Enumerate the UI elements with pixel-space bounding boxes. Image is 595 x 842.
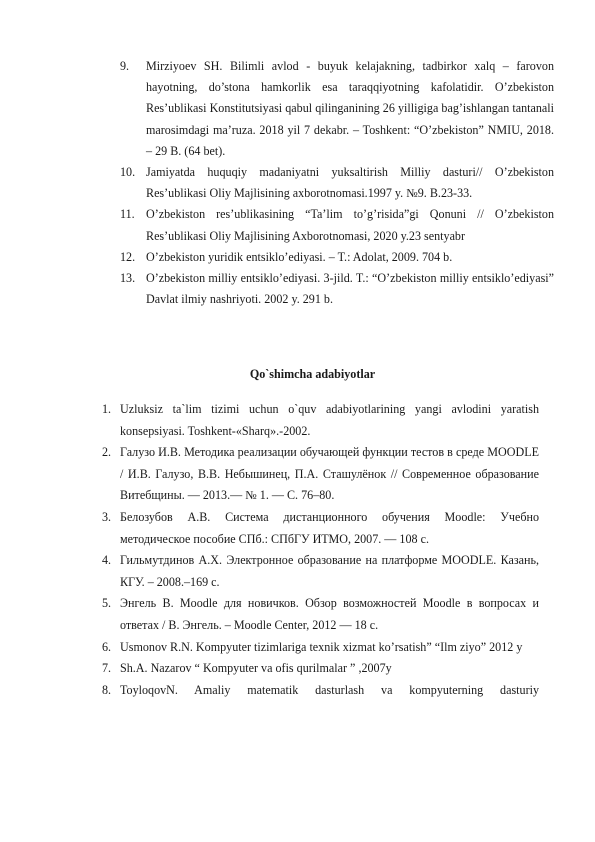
list-item <box>102 593 539 636</box>
item-number: 1. <box>102 402 112 416</box>
item-number: 13. <box>120 271 136 286</box>
list-item <box>102 680 539 702</box>
item-text: Sh.A. Nazarov “ Kompyuter va ofis qurilmalar ” ,2007y <box>120 661 392 676</box>
item-number: 9. <box>120 59 130 73</box>
item-number: 4. <box>102 553 112 568</box>
item-text: O’zbekiston milliy entsiklo’ediyasi. 3-jild. T.: “O’zbekiston milliy entsiklo’ediyasi” Davlat ilmiy nashriyoti. 2002 y. 291 b. <box>146 271 554 307</box>
item-text: Usmonov R.N. Kompyuter tizimlariga texnik xizmat ko’rsatish” “Ilm ziyo” 2012 y <box>120 639 523 654</box>
list-item <box>102 637 539 659</box>
list-item <box>120 56 554 162</box>
list-item <box>120 247 554 268</box>
item-number: 2. <box>102 445 112 460</box>
item-number: 10. <box>120 165 136 180</box>
item-text: Гильмутдинов А.Х. Электронное образование на платформе MOODLE. Казань, КГУ. – 2008.–169 с. <box>120 553 539 589</box>
list-item <box>120 268 554 310</box>
item-text: ToyloqovN. Amaliy matematik dasturlash va kompyuterning dasturiy <box>120 682 539 697</box>
item-number: 6. <box>102 639 112 654</box>
item-number: 7. <box>102 661 112 676</box>
item-text: Белозубов А.В. Система дистанционного обучения Moodle: Учебно методическое пособие СПб.: СПбГУ ИТМО, 2007. — 108 с. <box>120 509 539 546</box>
item-text: O’zbekiston yuridik entsiklo’ediyasi. – T.: Adolat, 2009. 704 b. <box>146 249 453 264</box>
item-text: Jamiyatda huquqiy madaniyatni yuksaltirish Milliy dasturi// O’zbekiston Res’ublikasi Oliy Majlisining axborotnomasi.1997 y. №9. B.23-33. <box>146 165 554 201</box>
item-number: 3. <box>102 509 112 524</box>
item-text: Галузо И.В. Методика реализации обучающей функции тестов в среде MOODLE / И.В. Галузо, В.В. Небышинец, П.А. Сташулёнок // Современное образование Витебщины. — 2013.— № 1. — С. 76–80. <box>120 445 539 503</box>
section-heading <box>0 366 595 382</box>
list-item <box>102 658 539 680</box>
section-heading-text: Qo`shimcha adabiyotlar <box>249 367 376 381</box>
list-item <box>102 550 539 593</box>
item-number: 12. <box>120 249 136 264</box>
item-number: 8. <box>102 682 112 697</box>
item-number: 11. <box>120 207 135 222</box>
item-text: Uzluksiz ta`lim tizimi uchun o`quv adabiyotlarining yangi avlodini yaratish konsepsiyasi. Toshkent-«Sharq».-2002. <box>120 402 539 438</box>
item-number: 5. <box>102 596 112 611</box>
list-item <box>102 442 539 507</box>
list-item <box>120 204 554 246</box>
main-references-list <box>120 56 554 310</box>
list-item <box>102 507 539 550</box>
item-text: Mirziyoev SH. Bilimli avlod - buyuk kelajakning, tadbirkor xalq – farovon hayotning, do’stona hamkorlik esa taraqqiyotning kafolatidir. O’zbekiston Res’ublikasi Konstitutsiyasi qabul qilinganining 26 yilligiga bag’ishlangan tantanali marosimdagi ma’ruza. 2018 yil 7 dekabr. – Toshkent: “O’zbekiston” NMIU, 2018. – 29 B. (64 bet). <box>146 59 554 158</box>
item-text: O’zbekiston res’ublikasining “Ta’lim to’g’risida”gi Qonuni // O’zbekiston Res’ublikasi Oliy Majlisining Axborotnomasi, 2020 y.23 sentyabr <box>146 207 554 243</box>
item-text: Энгель В. Moodle для новичков. Обзор возможностей Moodle в вопросах и ответах / В. Энгель. – Moodle Center, 2012 — 18 с. <box>120 596 539 632</box>
list-item <box>102 399 539 442</box>
additional-references-list <box>102 399 539 701</box>
list-item <box>120 162 554 204</box>
